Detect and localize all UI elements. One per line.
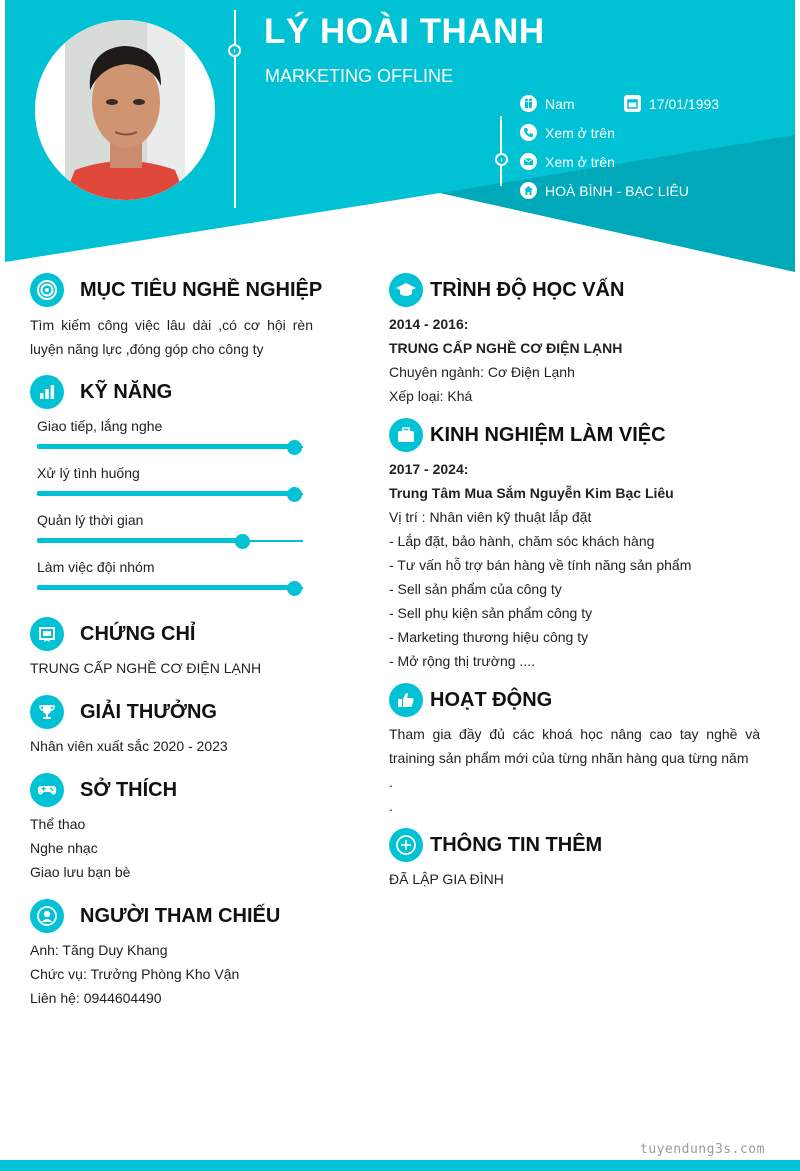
activities-extra: . xyxy=(389,798,393,814)
birthday-text: 17/01/1993 xyxy=(649,95,720,112)
skill-label: Giao tiếp, lắng nghe xyxy=(37,418,163,434)
skill-knob xyxy=(235,534,250,549)
skills-section xyxy=(30,374,313,606)
contact-phone xyxy=(520,124,615,141)
skill-fill xyxy=(37,538,242,543)
education-grade: Xếp loại: Khá xyxy=(389,388,473,404)
hobby-item: Thể thao xyxy=(30,816,86,832)
skill-label: Xử lý tình huống xyxy=(37,465,140,481)
contact-divider xyxy=(500,116,502,186)
email-text: Xem ở trên xyxy=(545,153,615,170)
chevron-right-icon: › xyxy=(228,44,241,57)
thumbs-up-icon xyxy=(389,683,423,717)
gender-icon xyxy=(520,95,537,112)
contact-address xyxy=(520,182,689,199)
references-title: NGƯỜI THAM CHIẾU xyxy=(80,904,281,927)
additional-text: ĐÃ LẬP GIA ĐÌNH xyxy=(389,871,504,887)
skill-track xyxy=(37,540,303,542)
watermark: tuyendung3s.com xyxy=(640,1142,765,1157)
skill-knob xyxy=(287,440,302,455)
contact-birthday xyxy=(624,95,719,112)
candidate-position: MARKETING OFFLINE xyxy=(265,66,454,86)
user-icon xyxy=(30,899,64,933)
certificates-section xyxy=(30,616,313,680)
education-period: 2014 - 2016: xyxy=(389,316,469,332)
phone-text: Xem ở trên xyxy=(545,124,615,141)
experience-section xyxy=(389,417,760,673)
experience-role: Vị trí : Nhân viên kỹ thuật lắp đặt xyxy=(389,509,592,525)
awards-section xyxy=(30,694,313,758)
additional-title: THÔNG TIN THÊM xyxy=(430,833,603,856)
profile-photo xyxy=(35,20,215,200)
activities-section xyxy=(389,682,760,818)
references-section xyxy=(30,898,313,1010)
skill-item xyxy=(30,559,313,606)
experience-duty: - Sell phụ kiện sản phẩm công ty xyxy=(389,605,593,621)
skill-label: Làm việc đội nhóm xyxy=(37,559,155,575)
experience-duty: - Tư vấn hỗ trợ bán hàng về tính năng sản phẩm xyxy=(389,557,692,573)
activities-title: HOẠT ĐỘNG xyxy=(430,688,553,711)
awards-title: GIẢI THƯỞNG xyxy=(80,700,217,723)
plus-circle-icon xyxy=(389,828,423,862)
phone-icon xyxy=(520,124,537,141)
gamepad-icon xyxy=(30,773,64,807)
home-icon xyxy=(520,182,537,199)
certificates-title: CHỨNG CHỈ xyxy=(80,622,196,645)
hobby-item: Nghe nhạc xyxy=(30,840,98,856)
activities-text: Tham gia đầy đủ các khoá học nâng cao tay nghề và training sản phẩm mới của từng nhãn hàng qua từng năm xyxy=(389,726,760,766)
activities-extra: . xyxy=(389,774,393,790)
skill-label: Quản lý thời gian xyxy=(37,512,144,528)
experience-duty: - Lắp đặt, bảo hành, chăm sóc khách hàng xyxy=(389,533,655,549)
candidate-name: LÝ HOÀI THANH xyxy=(264,12,545,51)
objective-title: MỤC TIÊU NGHỀ NGHIỆP xyxy=(80,278,323,301)
objective-text: Tìm kiếm công việc lâu dài ,có cơ hội rèn luyện năng lực ,đóng góp cho công ty xyxy=(30,317,313,357)
reference-line: Anh: Tăng Duy Khang xyxy=(30,942,168,958)
additional-section xyxy=(389,827,760,891)
experience-duty: - Mở rộng thị trường .... xyxy=(389,653,535,669)
skill-item xyxy=(30,418,313,465)
experience-company: Trung Tâm Mua Sắm Nguyễn Kim Bạc Liêu xyxy=(389,485,674,501)
hobby-item: Giao lưu bạn bè xyxy=(30,864,131,880)
objective-section xyxy=(30,272,323,361)
education-section xyxy=(389,272,760,408)
target-icon xyxy=(30,273,64,307)
skill-track xyxy=(37,587,303,589)
contact-gender xyxy=(520,95,575,112)
trophy-icon xyxy=(30,695,64,729)
skill-fill xyxy=(37,491,294,496)
certificate-icon xyxy=(30,617,64,651)
briefcase-icon xyxy=(389,418,423,452)
certificate-text: TRUNG CẤP NGHỀ CƠ ĐIỆN LẠNH xyxy=(30,660,262,676)
skill-knob xyxy=(287,487,302,502)
skill-item xyxy=(30,512,313,559)
email-icon xyxy=(520,153,537,170)
reference-line: Chức vụ: Trưởng Phòng Kho Vận xyxy=(30,966,240,982)
skill-track xyxy=(37,446,303,448)
calendar-icon xyxy=(624,95,641,112)
experience-period: 2017 - 2024: xyxy=(389,461,469,477)
chevron-right-icon: › xyxy=(495,153,508,166)
hobbies-title: SỞ THÍCH xyxy=(80,778,178,801)
education-school: TRUNG CẤP NGHỀ CƠ ĐIỆN LẠNH xyxy=(389,340,623,356)
reference-line: Liên hệ: 0944604490 xyxy=(30,990,162,1006)
bar-chart-icon xyxy=(30,375,64,409)
skill-knob xyxy=(287,581,302,596)
skill-track xyxy=(37,493,303,495)
graduation-cap-icon xyxy=(389,273,423,307)
footer-bar xyxy=(0,1160,800,1171)
address-text: HOÀ BÌNH - BẠC LIÊU xyxy=(545,182,689,199)
skill-fill xyxy=(37,585,294,590)
education-title: TRÌNH ĐỘ HỌC VẤN xyxy=(430,278,625,301)
experience-duty: - Marketing thương hiệu công ty xyxy=(389,629,589,645)
contact-email xyxy=(520,153,615,170)
gender-text: Nam xyxy=(545,95,575,112)
skill-item xyxy=(30,465,313,512)
award-text: Nhân viên xuất sắc 2020 - 2023 xyxy=(30,738,228,754)
experience-duty: - Sell sản phẩm của công ty xyxy=(389,581,562,597)
experience-title: KINH NGHIỆM LÀM VIỆC xyxy=(430,423,666,446)
hobbies-section xyxy=(30,772,313,884)
skills-title: KỸ NĂNG xyxy=(80,380,173,403)
header-divider xyxy=(234,10,236,208)
education-major: Chuyên ngành: Cơ Điện Lạnh xyxy=(389,364,575,380)
skill-fill xyxy=(37,444,294,449)
